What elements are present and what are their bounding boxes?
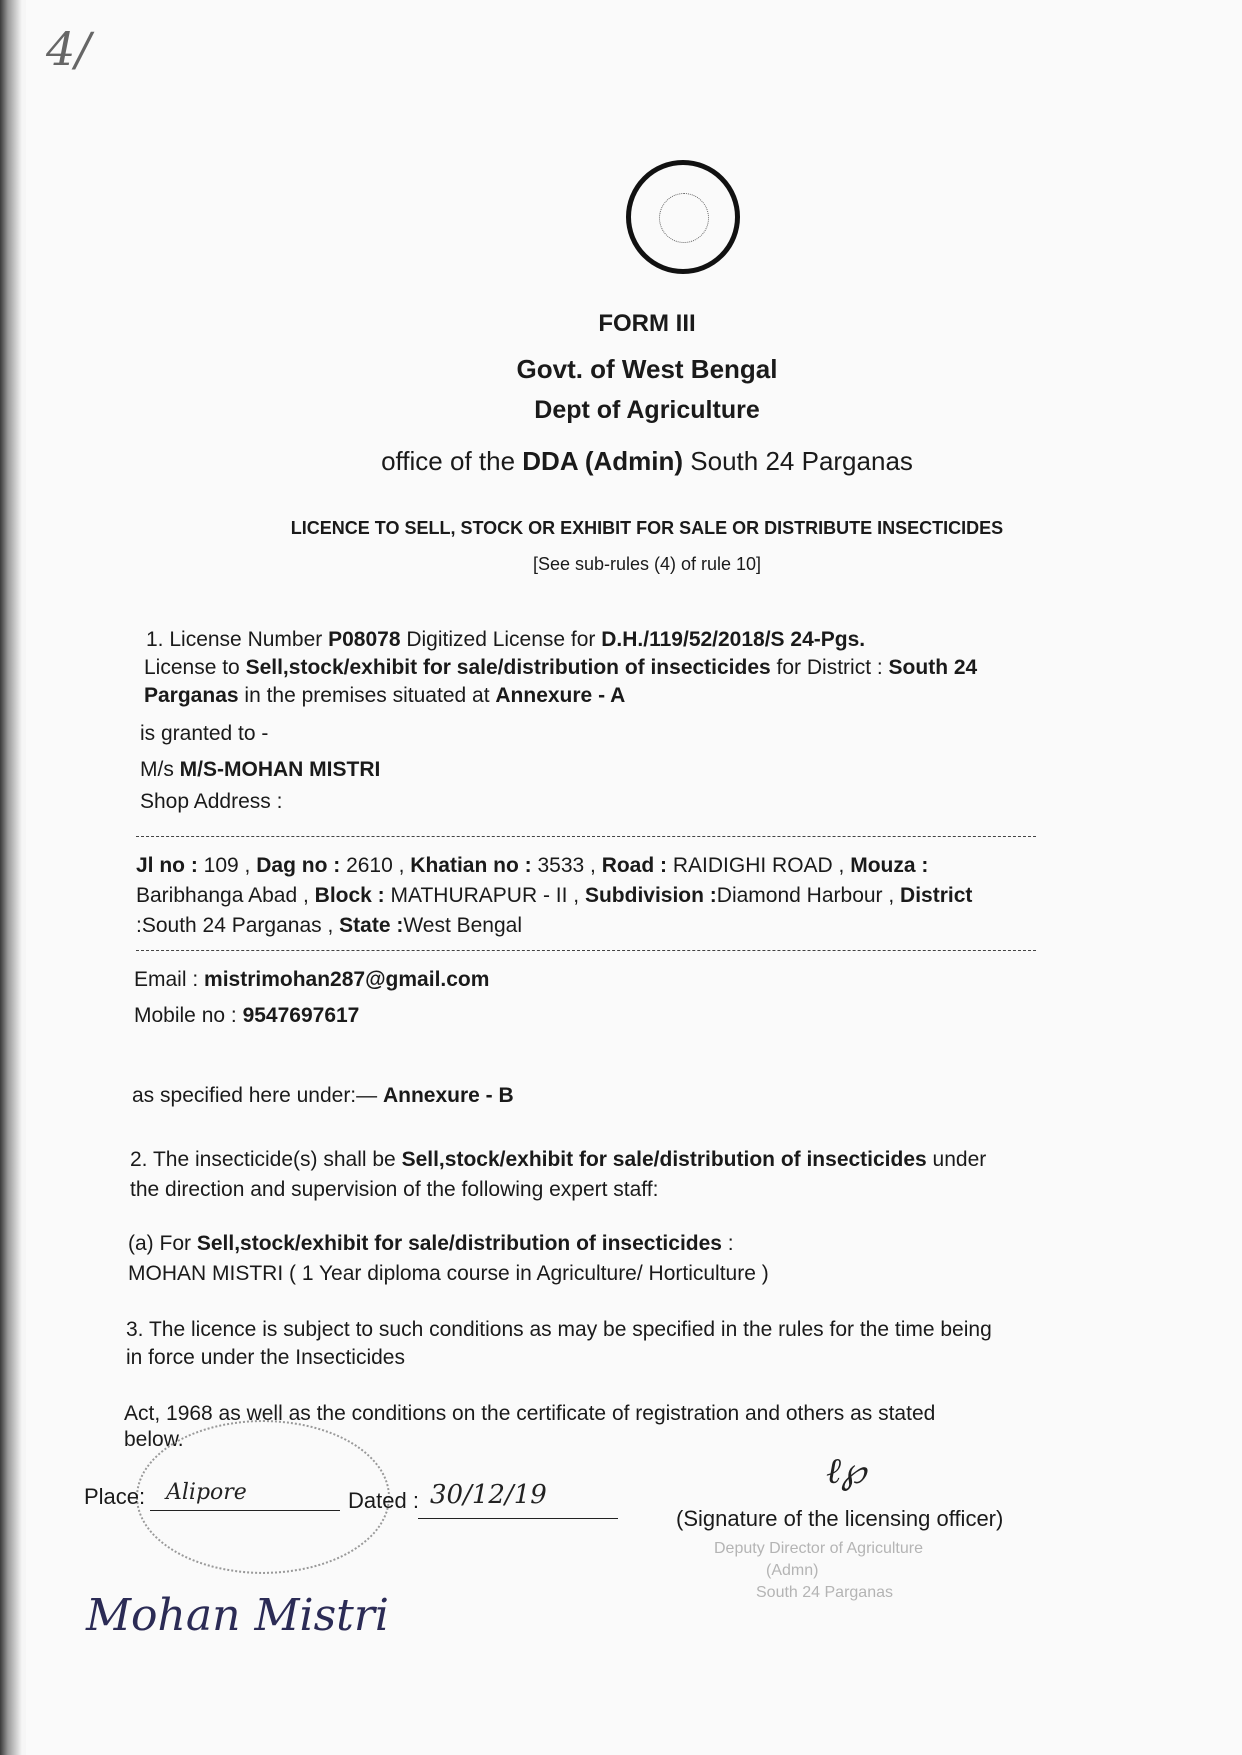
licence-title: LICENCE TO SELL, STOCK OR EXHIBIT FOR SALE OR DISTRIBUTE INSECTICIDES bbox=[290, 518, 1004, 538]
officer-stamp-line-3: South 24 Parganas bbox=[756, 1584, 893, 1601]
dated-underline bbox=[418, 1518, 618, 1519]
address-divider-bottom bbox=[136, 950, 1036, 951]
premises-line: Parganas in the premises situated at Annexure - A bbox=[144, 684, 626, 707]
place-value: Alipore bbox=[166, 1480, 247, 1505]
license-number-line: 1. License Number P08078 Digitized License for D.H./119/52/2018/S 24-Pgs. bbox=[146, 628, 866, 651]
signature-label: (Signature of the licensing officer) bbox=[676, 1506, 1004, 1531]
place-label: Place: bbox=[84, 1484, 146, 1509]
office-line: office of the DDA (Admin) South 24 Parganas bbox=[381, 446, 913, 476]
govt-name: Govt. of West Bengal bbox=[516, 354, 778, 384]
margin-mark: 4/ bbox=[46, 22, 91, 76]
license-type-line: License to Sell,stock/exhibit for sale/distribution of insecticides for District : South 24 bbox=[144, 656, 978, 679]
shop-address-label: Shop Address : bbox=[140, 790, 283, 813]
mobile-line: Mobile no : 9547697617 bbox=[134, 1004, 360, 1027]
document-sheet bbox=[26, 0, 1226, 1755]
expert-staff: MOHAN MISTRI ( 1 Year diploma course in Agriculture/ Horticulture ) bbox=[128, 1262, 769, 1285]
para2-line-1: 2. The insecticide(s) shall be Sell,stock/exhibit for sale/distribution of insecticides under bbox=[130, 1148, 987, 1171]
para3-line-1: 3. The licence is subject to such conditions as may be specified in the rules for the time being bbox=[126, 1318, 992, 1341]
officer-stamp-line-1: Deputy Director of Agriculture bbox=[714, 1540, 923, 1557]
department-name: Dept of Agriculture bbox=[534, 396, 760, 424]
licensee-name: M/s M/S-MOHAN MISTRI bbox=[140, 758, 381, 781]
para3-line-2: in force under the Insecticides bbox=[126, 1346, 405, 1369]
email-line: Email : mistrimohan287@gmail.com bbox=[134, 968, 490, 991]
address-divider-top bbox=[136, 836, 1036, 837]
place-underline bbox=[150, 1510, 340, 1511]
officer-stamp-line-2: (Admn) bbox=[766, 1562, 819, 1579]
seal-emblem bbox=[659, 193, 709, 243]
address-line-3: :South 24 Parganas , State :West Bengal bbox=[136, 914, 523, 937]
address-line-2: Baribhanga Abad , Block : MATHURAPUR - II , Subdivision :Diamond Harbour , District bbox=[136, 884, 973, 907]
act-line-1: Act, 1968 as well as the conditions on the certificate of registration and others as stated bbox=[124, 1402, 936, 1425]
dated-label: Dated : bbox=[348, 1488, 419, 1513]
specified-line: as specified here under:— Annexure - B bbox=[132, 1084, 514, 1107]
address-line-1: Jl no : 109 , Dag no : 2610 , Khatian no : 3533 , Road : RAIDIGHI ROAD , Mouza : bbox=[136, 854, 929, 877]
para2a-line-1: (a) For Sell,stock/exhibit for sale/distribution of insecticides : bbox=[128, 1232, 734, 1255]
licence-subtitle: [See sub-rules (4) of rule 10] bbox=[532, 554, 762, 574]
para2-line-2: the direction and supervision of the following expert staff: bbox=[130, 1178, 659, 1201]
licensee-signature: Mohan Mistri bbox=[86, 1590, 389, 1641]
dated-value: 30/12/19 bbox=[430, 1480, 547, 1510]
act-line-2: below. bbox=[124, 1428, 184, 1451]
form-number: FORM III bbox=[598, 310, 696, 337]
officer-signature: ℓ℘ bbox=[826, 1451, 867, 1492]
government-seal bbox=[626, 160, 740, 274]
granted-to: is granted to - bbox=[140, 722, 269, 745]
